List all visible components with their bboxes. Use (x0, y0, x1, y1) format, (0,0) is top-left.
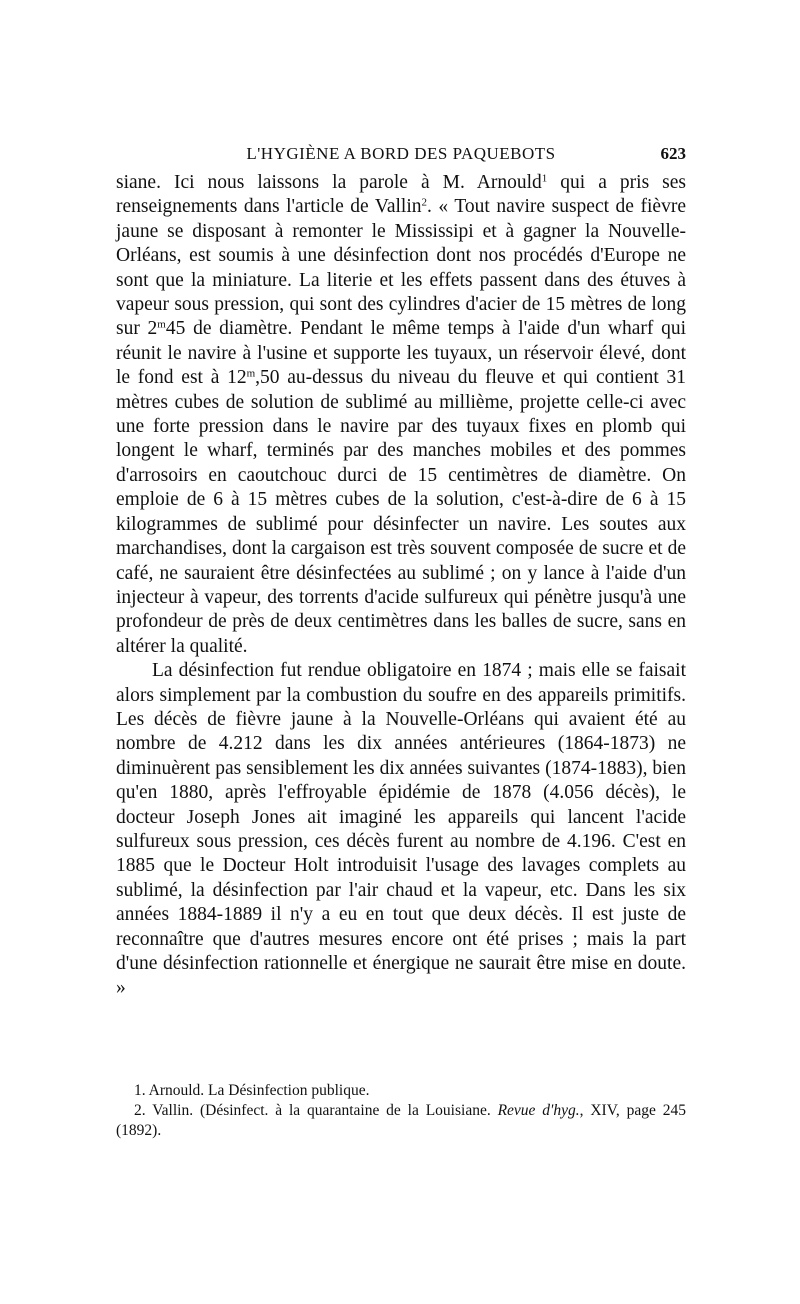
text-run: qui a pris ses renseignements dans l'article de Vallin (116, 172, 687, 218)
journal-title: Revue d'hyg. (497, 1102, 580, 1119)
page-header (116, 144, 686, 168)
text-run: siane. Ici nous laissons la parole à M. Arnould (116, 172, 542, 193)
footnotes (116, 1081, 686, 1141)
footnote-1: 1. Arnould. La Désinfection publique. (134, 1082, 370, 1099)
footnote-2 (116, 1101, 686, 1141)
footnote-ref-2: 2 (421, 196, 427, 209)
unit-superscript: m (246, 367, 256, 380)
footnote-text: 2. Vallin. (Désinfect. à la quarantaine de la Louisiane. (134, 1102, 498, 1119)
page-number: 623 (660, 144, 686, 163)
main-text (116, 171, 686, 1001)
paragraph-1 (116, 171, 686, 659)
unit-superscript: m (157, 318, 166, 331)
paragraph-2: La désinfection fut rendue obligatoire en 1874 ; mais elle se faisait alors simplement par la combustion du soufre en des appareils primitifs. Les décès de fièvre jaune à la Nouvelle-Orléans qui avaient été au nombre de 4.212 dans les dix années antérieures (1864-1873) ne diminuèrent pas sensiblement les dix années suivantes (1874-1883), bien qu'en 1880, après l'effroyable épidémie de 1878 (4.056 décès), le docteur Joseph Jones ait imaginé les appareils qui lancent l'acide sulfureux sous pression, ces décès furent au nombre de 4.196. C'est en 1885 que le Docteur Holt introduisit l'usage des lavages complets au sublimé, la désinfection par l'air chaud et la vapeur, etc. Dans les six années 1884-1889 il n'y a eu en tout que deux décès. Il est juste de reconnaître que d'autres mesures encore ont été prises ; mais la part d'une désinfection rationnelle et énergique ne saurait être mise en doute. » (116, 660, 686, 999)
text-run: ,50 au-dessus du niveau du fleuve et qui contient 31 mètres cubes de solution de sublimé au millième, projette celle-ci avec une forte pression dans le navire par des tuyaux fixes en plomb qui longent le wharf, terminés par des manches mobiles et des pommes d'arrosoirs en caoutchouc durci de 15 centimètres de diamètre. On emploie de 6 à 15 mètres cubes de la solution, c'est-à-dire de 6 à 15 kilogrammes de sublimé pour désinfecter un navire. Les soutes aux marchandises, dont la cargaison est très souvent composée de sucre et de café, ne sauraient être désinfectées au sublimé ; on y lance à l'aide d'un injecteur à vapeur, des torrents d'acide sulfureux qui pénètre jusqu'à une profondeur de près de deux centimètres dans les balles de sucre, sans en altérer la qualité. (116, 367, 686, 657)
footnote-text: , XIV, page 245 (1892). (116, 1102, 687, 1139)
text-run: 45 de diamètre. Pendant le même temps à l'aide d'un wharf qui réunit le navire à l'usine et supporte les tuyaux, un réservoir élevé, dont le fond est à 12 (116, 318, 686, 389)
text-run: . « Tout navire suspect de fièvre jaune se disposant à remonter le Mississipi et à gagner la Nouvelle-Orléans, est soumis à une désinfection dont nos procédés d'Europe ne sont que la miniature. La literie et les effets passent dans des étuves à vapeur sous pression, qui sont des cylindres d'acier de 15 mètres de long sur 2 (116, 196, 686, 340)
running-title: L'HYGIÈNE A BORD DES PAQUEBOTS (246, 144, 556, 163)
footnote-ref-1: 1 (541, 172, 548, 185)
